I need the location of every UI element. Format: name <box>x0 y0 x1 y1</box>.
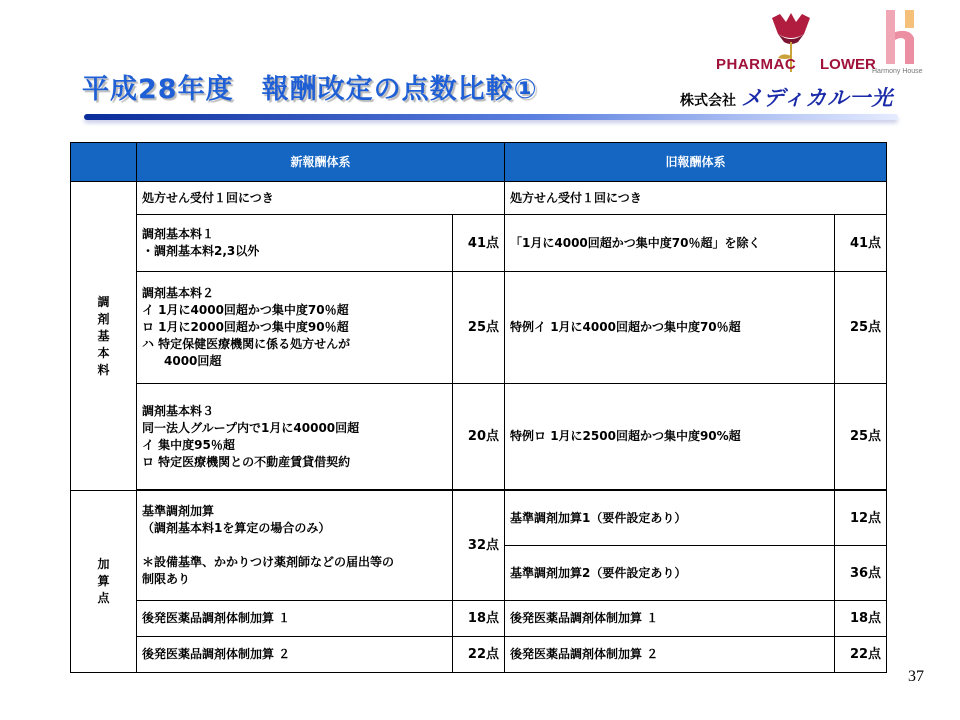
basic3-old-cell: 特例ロ 1月に2500回超かつ集中度90%超 <box>505 384 835 490</box>
base-add-new-cell <box>137 491 453 601</box>
base-add2-old-cell: 基準調剤加算2（要件設定あり） <box>505 546 835 601</box>
basic2-old-cell: 特例イ 1月に4000回超かつ集中度70％超 <box>505 272 835 384</box>
basic2-new-line: ハ 特定保健医療機関に係る処方せんが <box>142 337 351 351</box>
title-underline <box>84 114 898 120</box>
generic1-new-points: 18点 <box>453 601 505 637</box>
generic1-old-points: 18点 <box>835 601 887 637</box>
base-add1-old-cell: 基準調剤加算1（要件設定あり） <box>505 491 835 546</box>
basic3-new-line: イ 集中度95％超 <box>142 437 235 452</box>
base-add-new-line: 基準調剤加算 <box>142 504 215 518</box>
basic2-old-points: 25点 <box>835 272 887 384</box>
base-add-new-points: 32点 <box>453 491 505 601</box>
receive-new-cell: 処方せん受付１回につき <box>137 182 505 215</box>
basic3-new-line: ロ 特定医療機関との不動産賃貸借契約 <box>142 454 351 469</box>
logo-pharmac-text: PHARMAC <box>716 56 797 73</box>
basic1-new-cell <box>137 215 453 272</box>
company-name-text: メディカル一光 <box>741 86 894 110</box>
page-title: 平成28年度 報酬改定の点数比較① <box>82 74 538 105</box>
header-old-system: 旧報酬体系 <box>505 143 887 182</box>
side-label-add: 加算点 <box>71 491 137 673</box>
comparison-table <box>70 142 887 673</box>
base-add-new-line: （調剤基本料1を算定の場合のみ） <box>142 521 331 535</box>
side-label-basic: 調剤基本料 <box>71 182 137 491</box>
basic1-new-points: 41点 <box>453 215 505 272</box>
basic2-new-line: ロ 1月に2000回超かつ集中度90％超 <box>142 320 349 334</box>
basic1-new-line: 調剤基本料１ <box>142 227 215 241</box>
generic1-old-cell: 後発医薬品調剤体制加算 １ <box>505 601 835 637</box>
basic3-new-line: 調剤基本料３ <box>142 403 215 418</box>
base-add-new-line: 制限あり <box>142 572 191 586</box>
basic2-new-points: 25点 <box>453 272 505 384</box>
generic2-new-points: 22点 <box>453 637 505 673</box>
base-add2-old-points: 36点 <box>835 546 887 601</box>
basic3-old-points: 25点 <box>835 384 887 490</box>
harmony-house-text: Harmony House <box>872 68 923 75</box>
page-number: 37 <box>908 668 924 685</box>
basic2-new-line: 4000回超 <box>164 354 222 368</box>
basic3-new-line: 同一法人グループ内で1月に40000回超 <box>142 420 360 435</box>
base-add-new-line: ＊設備基準、かかりつけ薬剤師などの届出等の <box>142 555 395 569</box>
basic2-new-cell <box>137 272 453 384</box>
company-name <box>680 82 893 112</box>
basic2-new-line: イ 1月に4000回超かつ集中度70％超 <box>142 303 349 317</box>
basic2-new-line: 調剤基本料２ <box>142 286 215 300</box>
basic3-new-points: 20点 <box>453 384 505 490</box>
base-add1-old-points: 12点 <box>835 491 887 546</box>
receive-old-cell: 処方せん受付１回につき <box>505 182 887 215</box>
basic1-old-points: 41点 <box>835 215 887 272</box>
generic2-new-cell: 後発医薬品調剤体制加算 ２ <box>137 637 453 673</box>
table-corner-cell <box>71 143 137 182</box>
harmony-house-logo-icon <box>880 8 920 66</box>
generic2-old-points: 22点 <box>835 637 887 673</box>
company-prefix: 株式会社 <box>680 93 736 109</box>
generic1-new-cell: 後発医薬品調剤体制加算 １ <box>137 601 453 637</box>
company-logo <box>680 8 932 110</box>
header-new-system: 新報酬体系 <box>137 143 505 182</box>
logo-flower-text: LOWER <box>820 56 876 73</box>
basic3-new-cell <box>137 384 453 490</box>
basic1-old-cell: 「1月に4000回超かつ集中度70％超」を除く <box>505 215 835 272</box>
generic2-old-cell: 後発医薬品調剤体制加算 ２ <box>505 637 835 673</box>
basic1-new-line: ・調剤基本料2,3以外 <box>142 244 260 258</box>
